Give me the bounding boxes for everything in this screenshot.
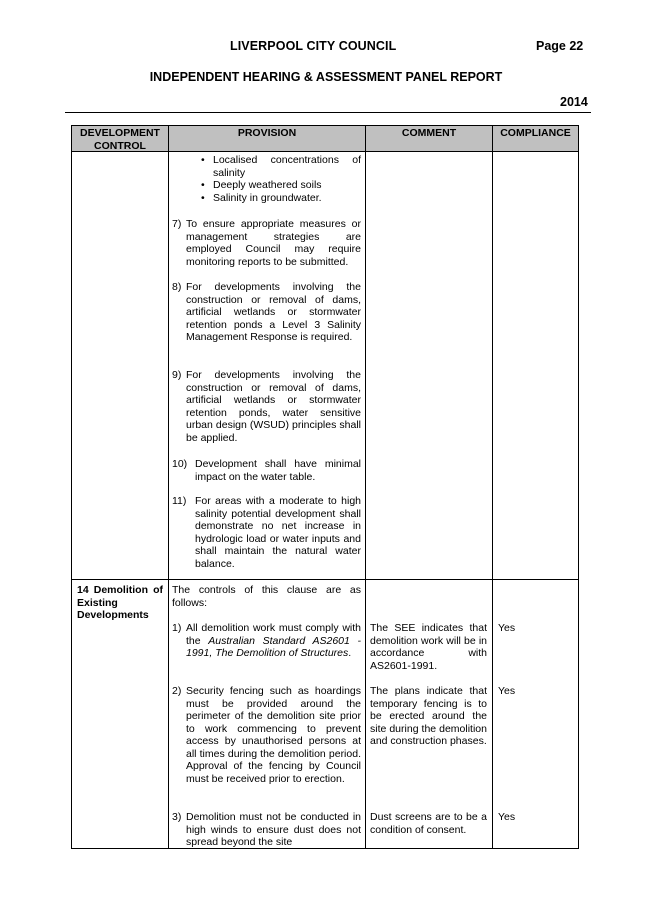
item-number: 7) — [172, 218, 182, 230]
column-divider — [492, 126, 493, 848]
page-number: Page 22 — [536, 39, 584, 53]
bullet-icon: • — [201, 154, 205, 166]
header-development-control: DEVELOPMENT CONTROL — [80, 127, 160, 152]
provision-text: Security fencing such as hoardings must be provided around the perimeter of the demolition site prior to work commencing to prevent access by unauthorised persons at all times during the demolition period. Approval of the fencing by Council must be received prior to erection. — [186, 685, 361, 785]
list-item: Salinity in groundwater. — [213, 192, 322, 204]
bullet-icon: • — [201, 192, 205, 204]
item-number: 1) — [172, 622, 182, 634]
comment-text: The plans indicate that temporary fencing is to be erected around the site during the demolition and construction phases. — [370, 685, 487, 747]
provision-text: Demolition must not be conducted in high winds to ensure dust does not spread beyond the site — [186, 811, 361, 848]
comment-text: The SEE indicates that demolition work will be in accordance with AS2601-1991. — [370, 622, 487, 672]
item-number: 10) — [172, 458, 188, 470]
council-name: LIVERPOOL CITY COUNCIL — [230, 39, 397, 53]
item-number: 9) — [172, 369, 182, 381]
header-compliance: COMPLIANCE — [500, 127, 571, 139]
report-year: 2014 — [560, 95, 588, 109]
column-divider — [365, 126, 366, 848]
header-rule — [65, 112, 591, 113]
compliance-value: Yes — [498, 685, 516, 697]
provision-text: For developments involving the construction or removal of dams, artificial wetlands or stormwater retention ponds, water sensitive urban design (WSUD) principles shall be applied. — [186, 369, 361, 444]
list-item: Localised concentrations of salinity — [213, 154, 361, 179]
column-divider — [168, 126, 169, 848]
header-comment: COMMENT — [401, 127, 457, 139]
item-number: 3) — [172, 811, 182, 823]
provision-text: All demolition work must comply with the Australian Standard AS2601 - 1991, The Demolition of Structures. — [186, 622, 362, 659]
row-divider — [72, 579, 578, 580]
bullet-icon: • — [201, 179, 205, 191]
report-title: INDEPENDENT HEARING & ASSESSMENT PANEL REPORT — [149, 70, 503, 84]
item-number: 11) — [172, 495, 187, 507]
item-number: 8) — [172, 281, 182, 293]
list-item: Deeply weathered soils — [213, 179, 322, 191]
header-provision: PROVISION — [237, 127, 297, 139]
provision-text: For developments involving the construction or removal of dams, artificial wetlands or stormwater retention ponds a Level 3 Salinity Management Response is required. — [186, 281, 361, 343]
compliance-value: Yes — [498, 622, 516, 634]
provision-text: Development shall have minimal impact on the water table. — [195, 458, 361, 483]
assessment-table — [71, 125, 579, 849]
provision-text: To ensure appropriate measures or management strategies are employed Council may require monitoring reports to be submitted. — [186, 218, 361, 268]
provision-text: For areas with a moderate to high salinity potential development shall demonstrate no net increase in hydrologic load or water inputs and shall maintain the natural water balance. — [195, 495, 361, 570]
section-intro: The controls of this clause are as follows: — [172, 584, 361, 609]
item-number: 2) — [172, 685, 182, 697]
comment-text: Dust screens are to be a condition of consent. — [370, 811, 487, 836]
development-control-label: 14 Demolition of Existing Developments — [77, 584, 163, 621]
compliance-value: Yes — [498, 811, 516, 823]
